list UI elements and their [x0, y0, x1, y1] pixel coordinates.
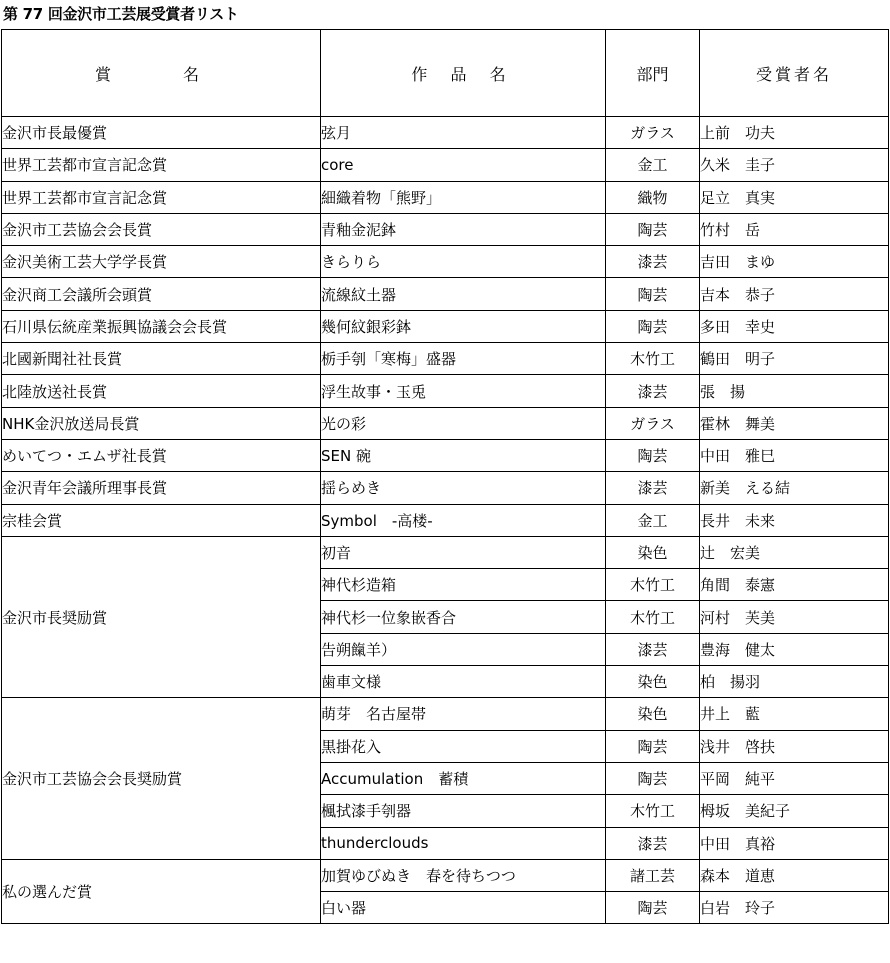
prize-cell: 北陸放送社長賞	[2, 375, 321, 407]
winner-cell: 竹村 岳	[700, 213, 889, 245]
dept-cell: ガラス	[606, 407, 700, 439]
page-title: 第 77 回金沢市工芸展受賞者リスト	[3, 5, 239, 23]
winner-cell: 久米 圭子	[700, 149, 889, 181]
dept-cell: 陶芸	[606, 213, 700, 245]
work-cell: 初音	[321, 536, 606, 568]
table-row	[2, 213, 889, 245]
dept-cell: 漆芸	[606, 633, 700, 665]
dept-cell: 陶芸	[606, 439, 700, 471]
prize-cell: 石川県伝統産業振興協議会会長賞	[2, 310, 321, 342]
table-row	[2, 439, 889, 471]
dept-cell: 漆芸	[606, 375, 700, 407]
work-cell: きらりら	[321, 246, 606, 278]
table-row	[2, 375, 889, 407]
work-cell: 光の彩	[321, 407, 606, 439]
table-row	[2, 536, 889, 568]
winner-cell: 中田 真裕	[700, 827, 889, 859]
dept-cell: 金工	[606, 504, 700, 536]
winner-cell: 吉本 恭子	[700, 278, 889, 310]
winner-cell: 白岩 玲子	[700, 892, 889, 924]
winner-cell: 浅井 啓扶	[700, 730, 889, 762]
work-cell: SEN 碗	[321, 439, 606, 471]
table-row	[2, 343, 889, 375]
prize-cell: 宗桂会賞	[2, 504, 321, 536]
work-cell: 青釉金泥鉢	[321, 213, 606, 245]
winner-cell: 足立 真実	[700, 181, 889, 213]
header-winner: 受賞者名	[700, 30, 889, 117]
prize-cell: 金沢市長最優賞	[2, 117, 321, 149]
prize-cell: 世界工芸都市宣言記念賞	[2, 181, 321, 213]
dept-cell: 染色	[606, 666, 700, 698]
prize-cell: 金沢市工芸協会会長奨励賞	[2, 698, 321, 859]
table-row	[2, 117, 889, 149]
dept-cell: 陶芸	[606, 310, 700, 342]
dept-cell: 陶芸	[606, 278, 700, 310]
prize-cell: 金沢市工芸協会会長賞	[2, 213, 321, 245]
table-body	[2, 117, 889, 924]
work-cell: 黒掛花入	[321, 730, 606, 762]
dept-cell: 漆芸	[606, 827, 700, 859]
header-dept: 部門	[606, 30, 700, 117]
dept-cell: 漆芸	[606, 246, 700, 278]
winner-cell: 張 揚	[700, 375, 889, 407]
prize-cell: NHK金沢放送局長賞	[2, 407, 321, 439]
winner-cell: 吉田 まゆ	[700, 246, 889, 278]
work-cell: thunderclouds	[321, 827, 606, 859]
work-cell: 浮生故事・玉兎	[321, 375, 606, 407]
work-cell: 白い器	[321, 892, 606, 924]
prize-cell: 金沢商工会議所会頭賞	[2, 278, 321, 310]
award-table	[1, 29, 889, 924]
winner-cell: 霍林 舞美	[700, 407, 889, 439]
prize-cell: 世界工芸都市宣言記念賞	[2, 149, 321, 181]
dept-cell: 金工	[606, 149, 700, 181]
dept-cell: 染色	[606, 698, 700, 730]
work-cell: 萌芽 名古屋帯	[321, 698, 606, 730]
dept-cell: 陶芸	[606, 730, 700, 762]
winner-cell: 鶴田 明子	[700, 343, 889, 375]
winner-cell: 豊海 健太	[700, 633, 889, 665]
dept-cell: 織物	[606, 181, 700, 213]
dept-cell: 諸工芸	[606, 859, 700, 891]
dept-cell: 木竹工	[606, 795, 700, 827]
work-cell: 楓拭漆手刳器	[321, 795, 606, 827]
dept-cell: 漆芸	[606, 472, 700, 504]
winner-cell: 角間 泰憲	[700, 569, 889, 601]
work-cell: 歯車文様	[321, 666, 606, 698]
dept-cell: 陶芸	[606, 762, 700, 794]
work-cell: 栃手刳「寒梅」盛器	[321, 343, 606, 375]
prize-cell: 金沢市長奨励賞	[2, 536, 321, 697]
table-row	[2, 310, 889, 342]
winner-cell: 平岡 純平	[700, 762, 889, 794]
header-prize: 賞 名	[2, 30, 321, 117]
table-row	[2, 246, 889, 278]
dept-cell: 陶芸	[606, 892, 700, 924]
winner-cell: 森本 道恵	[700, 859, 889, 891]
prize-cell: めいてつ・エムザ社長賞	[2, 439, 321, 471]
work-cell: 弦月	[321, 117, 606, 149]
work-cell: 幾何紋銀彩鉢	[321, 310, 606, 342]
work-cell: Symbol -高楼-	[321, 504, 606, 536]
work-cell: 告朔餼羊）	[321, 633, 606, 665]
winner-cell: 井上 藍	[700, 698, 889, 730]
winner-cell: 栂坂 美紀子	[700, 795, 889, 827]
dept-cell: 木竹工	[606, 343, 700, 375]
work-cell: Accumulation 蓄積	[321, 762, 606, 794]
table-row	[2, 698, 889, 730]
dept-cell: ガラス	[606, 117, 700, 149]
table-row	[2, 472, 889, 504]
header-work: 作 品 名	[321, 30, 606, 117]
winner-cell: 柏 揚羽	[700, 666, 889, 698]
prize-cell: 金沢青年会議所理事長賞	[2, 472, 321, 504]
winner-cell: 新美 える結	[700, 472, 889, 504]
table-row	[2, 278, 889, 310]
table-row	[2, 181, 889, 213]
work-cell: 流線紋土器	[321, 278, 606, 310]
work-cell: core	[321, 149, 606, 181]
winner-cell: 辻 宏美	[700, 536, 889, 568]
winner-cell: 長井 未来	[700, 504, 889, 536]
work-cell: 神代杉一位象嵌香合	[321, 601, 606, 633]
dept-cell: 染色	[606, 536, 700, 568]
winner-cell: 多田 幸史	[700, 310, 889, 342]
table-row	[2, 859, 889, 891]
table-row	[2, 149, 889, 181]
dept-cell: 木竹工	[606, 601, 700, 633]
prize-cell: 金沢美術工芸大学学長賞	[2, 246, 321, 278]
work-cell: 細織着物「熊野」	[321, 181, 606, 213]
prize-cell: 私の選んだ賞	[2, 859, 321, 924]
winner-cell: 中田 雅巳	[700, 439, 889, 471]
work-cell: 揺らめき	[321, 472, 606, 504]
work-cell: 加賀ゆびぬき 春を待ちつつ	[321, 859, 606, 891]
prize-cell: 北國新聞社社長賞	[2, 343, 321, 375]
work-cell: 神代杉造箱	[321, 569, 606, 601]
winner-cell: 河村 芙美	[700, 601, 889, 633]
table-row	[2, 504, 889, 536]
winner-cell: 上前 功夫	[700, 117, 889, 149]
table-header-row	[2, 30, 889, 117]
dept-cell: 木竹工	[606, 569, 700, 601]
table-row	[2, 407, 889, 439]
